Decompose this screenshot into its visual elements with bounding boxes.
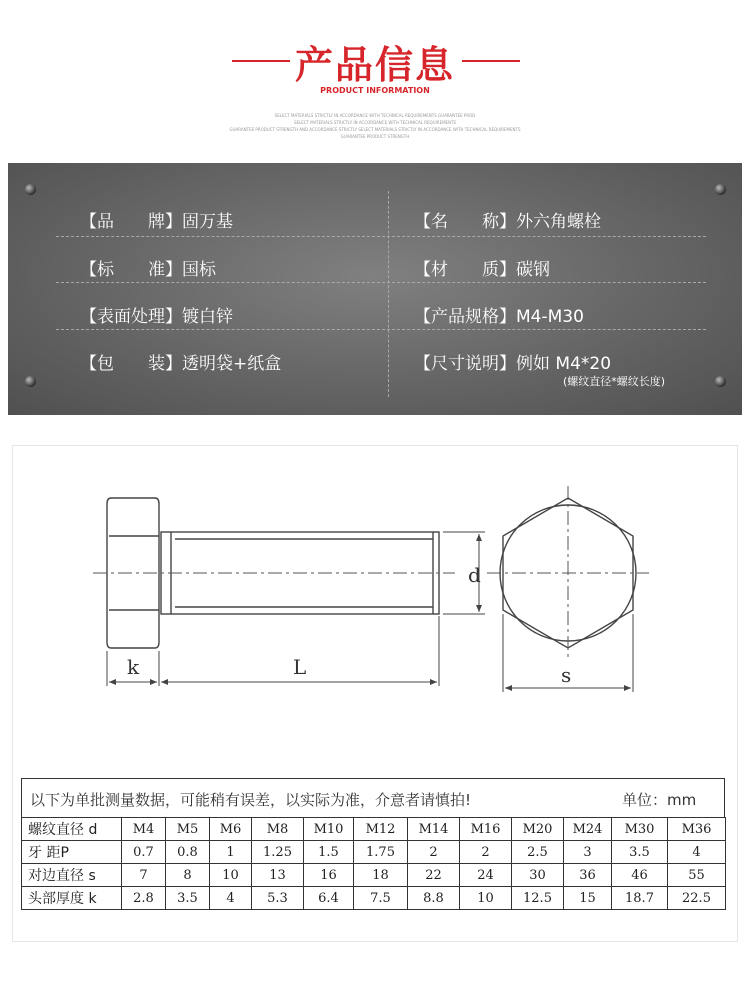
dim-label-k: k	[127, 655, 140, 679]
table-cell: 3.5	[612, 841, 668, 864]
fine-print-line: SELECT MATERIALS STRICTLY IN ACCORDANCE WITH TECHNICAL REQUIREMENTS	[293, 120, 457, 125]
row-label: 螺纹直径 d	[22, 818, 122, 841]
table-cell: 2.5	[512, 841, 564, 864]
table-cell: M36	[668, 818, 726, 841]
table-cell: 2	[460, 841, 512, 864]
table-cell: 1.75	[354, 841, 408, 864]
spec-size-note: (螺纹直径*螺纹长度)	[563, 375, 666, 388]
row-divider	[56, 329, 706, 331]
table-cell: 6.4	[304, 887, 354, 910]
row-label: 头部厚度 k	[22, 887, 122, 910]
table-cell: M24	[564, 818, 612, 841]
table-cell: 30	[512, 864, 564, 887]
table-cell: 3	[564, 841, 612, 864]
row-label: 对边直径 s	[22, 864, 122, 887]
table-cell: 4	[668, 841, 726, 864]
table-cell: 8.8	[408, 887, 460, 910]
spec-package: 【包 装】透明袋+纸盒	[80, 354, 282, 374]
table-cell: M16	[460, 818, 512, 841]
fine-print-line: GUARANTEE PRODUCT STRENGTH	[340, 134, 410, 139]
spec-panel	[8, 163, 742, 415]
table-cell: 22.5	[668, 887, 726, 910]
arrow-icon	[109, 679, 116, 685]
table-cell: 1.5	[304, 841, 354, 864]
row-label: 牙 距P	[22, 841, 122, 864]
arrow-icon	[476, 534, 482, 541]
table-unit: 单位：mm	[622, 791, 697, 809]
table-cell: 2.8	[122, 887, 166, 910]
spec-specification: 【产品规格】M4-M30	[414, 307, 584, 327]
table-cell: 18	[354, 864, 408, 887]
table-cell: 16	[304, 864, 354, 887]
arrow-icon	[150, 679, 157, 685]
arrow-icon	[505, 685, 512, 691]
table-cell: M8	[252, 818, 304, 841]
spec-standard: 【标 准】国标	[80, 260, 216, 280]
table-cell: 46	[612, 864, 668, 887]
dimension-table	[21, 778, 725, 910]
table-cell: 3.5	[166, 887, 210, 910]
table-cell: 36	[564, 864, 612, 887]
page-title: 产品信息	[294, 43, 455, 87]
table-row	[22, 818, 726, 841]
table-cell: M12	[354, 818, 408, 841]
arrow-icon	[430, 679, 437, 685]
rivet-icon	[715, 376, 726, 387]
spec-size: 【尺寸说明】例如 M4*20	[414, 354, 612, 374]
table-row	[22, 841, 726, 864]
fine-print	[0, 112, 750, 140]
table-cell: 18.7	[612, 887, 668, 910]
spec-name: 【名 称】外六角螺栓	[414, 212, 601, 232]
table-cell: M5	[166, 818, 210, 841]
table-cell: 5.3	[252, 887, 304, 910]
spec-material: 【材 质】碳钢	[414, 260, 550, 280]
table-cell: 12.5	[512, 887, 564, 910]
table-note: 以下为单批测量数据，可能稍有误差，以实际为准，介意者请慎拍!	[30, 791, 472, 809]
table-cell: 1	[210, 841, 252, 864]
arrow-icon	[624, 685, 631, 691]
row-divider	[56, 282, 706, 284]
column-divider	[388, 191, 389, 397]
spec-surface: 【表面处理】镀白锌	[80, 307, 233, 327]
table-row	[22, 887, 726, 910]
arrow-icon	[476, 605, 482, 612]
table-header	[21, 778, 725, 817]
table-cell: M30	[612, 818, 668, 841]
table-cell: 4	[210, 887, 252, 910]
table-cell: 15	[564, 887, 612, 910]
table-cell: M10	[304, 818, 354, 841]
table-cell: 55	[668, 864, 726, 887]
table-cell: 0.7	[122, 841, 166, 864]
rivet-icon	[715, 184, 726, 195]
table-cell: 1.25	[252, 841, 304, 864]
table-cell: 2	[408, 841, 460, 864]
table-cell: 7.5	[354, 887, 408, 910]
arrow-icon	[161, 679, 168, 685]
table-cell: 10	[210, 864, 252, 887]
table-cell: M20	[512, 818, 564, 841]
fine-print-line: GUARANTEE PRODUCT STRENGTH AND ACCORDANCE STRICTLY SELECT MATERIALS STRICTLY IN ACCORDANCE WITH TECHNICAL REQUIREMENTS	[229, 127, 521, 132]
dim-label-d: d	[468, 563, 481, 587]
table-row	[22, 864, 726, 887]
dim-label-L: L	[293, 655, 307, 679]
spec-brand: 【品 牌】固万基	[80, 212, 233, 232]
table-cell: 0.8	[166, 841, 210, 864]
table-cell: 24	[460, 864, 512, 887]
dim-label-s: s	[561, 663, 572, 687]
bolt-drawing	[13, 446, 737, 766]
rivet-icon	[25, 376, 36, 387]
table-cell: 8	[166, 864, 210, 887]
fine-print-line: SELECT MATERIALS STRICTLY IN ACCORDANCE WITH TECHNICAL REQUIREMENTS GUARANTEE PROD	[274, 113, 476, 118]
dimension-grid	[21, 817, 726, 910]
table-cell: M4	[122, 818, 166, 841]
row-divider	[56, 236, 706, 238]
table-cell: 13	[252, 864, 304, 887]
table-cell: 7	[122, 864, 166, 887]
rivet-icon	[25, 184, 36, 195]
table-cell: 10	[460, 887, 512, 910]
table-cell: 22	[408, 864, 460, 887]
product-info-header	[0, 0, 750, 150]
page-subtitle: PRODUCT INFORMATION	[320, 86, 430, 95]
table-cell: M6	[210, 818, 252, 841]
table-cell: M14	[408, 818, 460, 841]
